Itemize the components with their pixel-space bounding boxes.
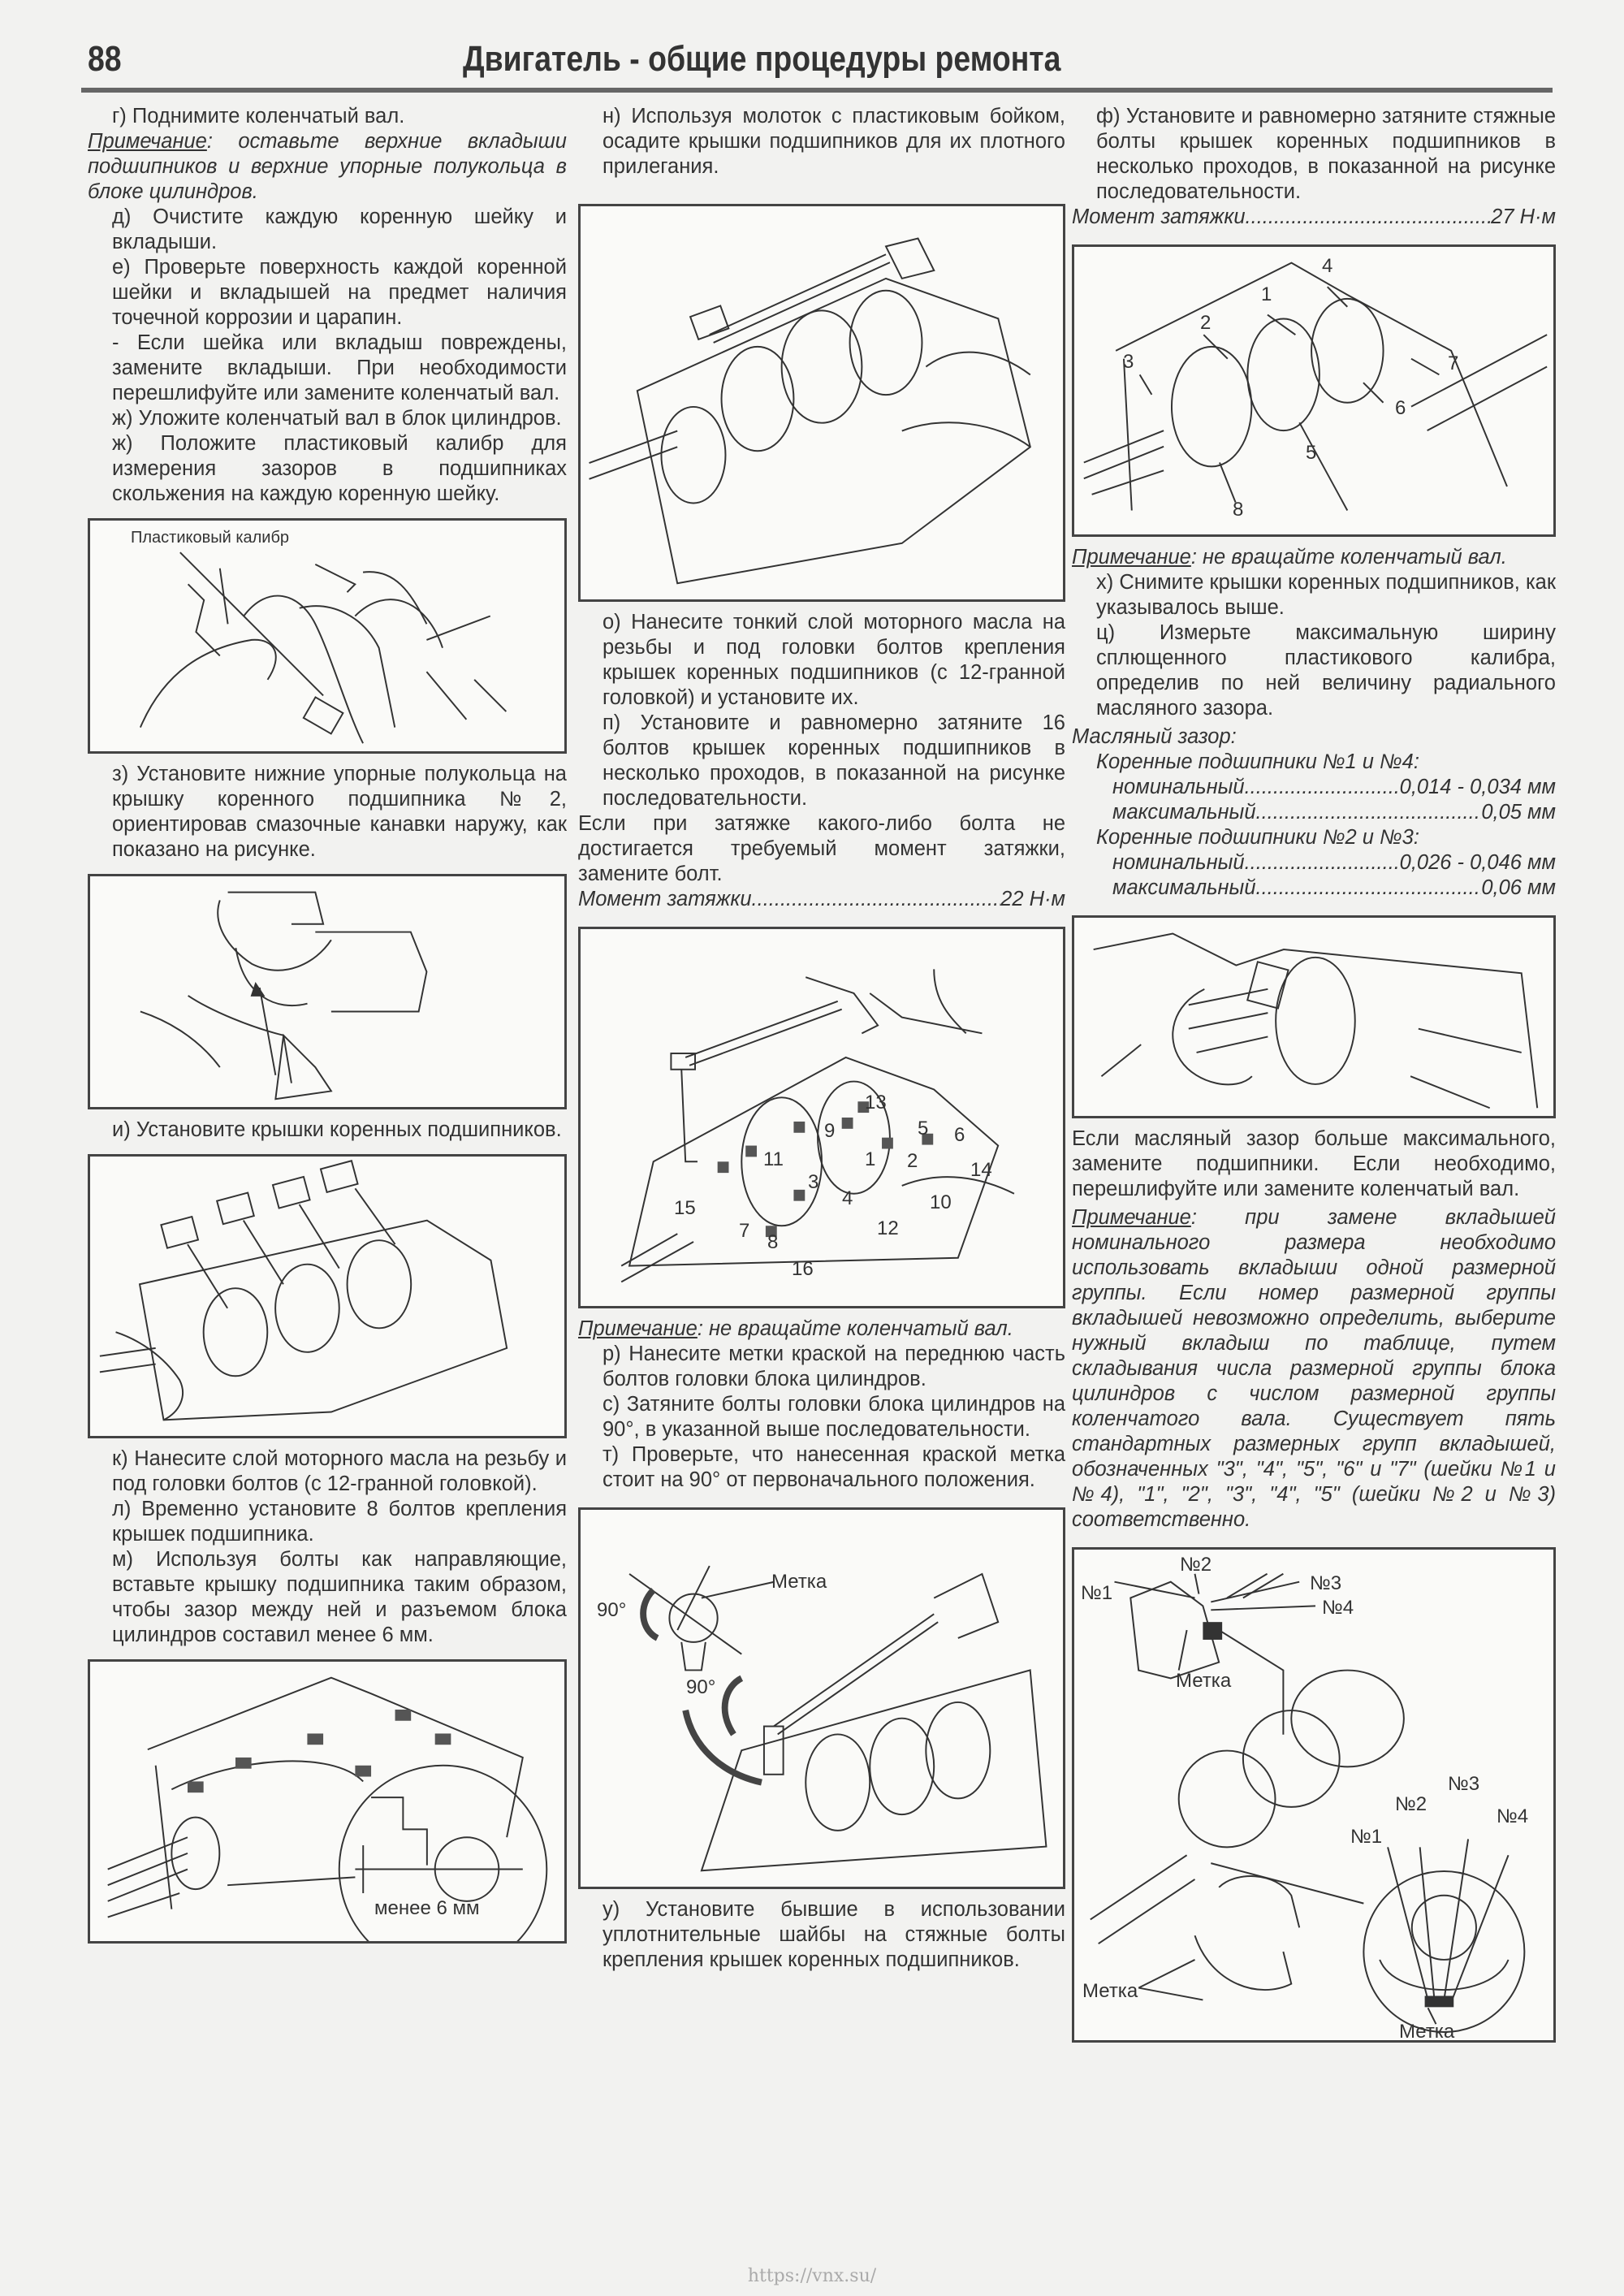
bolt-label-8: 8 <box>1233 499 1244 521</box>
step-r: р) Нанесите метки краской на переднюю часть болтов головки блока цилиндров. <box>603 1343 1065 1390</box>
label-mark-bottom: Метка <box>1399 2021 1455 2043</box>
torque-spec-27 <box>1072 205 1556 230</box>
note-no-rotate-3 <box>1072 545 1556 570</box>
torque-value: 22 Н·м <box>1000 888 1065 910</box>
torque-spec-22 <box>578 887 1065 912</box>
group1-nominal <box>1072 775 1556 800</box>
spec-value: 0,06 мм <box>1481 876 1556 899</box>
bolt-label-1: 1 <box>1261 283 1272 305</box>
tie-bolt-illustration <box>1074 247 1553 534</box>
step-m: м) Используя болты как направляющие, вставьте крышку подшипника таким образом, чтобы зазор между ней и разъемом блока цилиндров составил менее 6 мм. <box>112 1548 567 1646</box>
bolt-label-3: 3 <box>1123 351 1134 373</box>
bolt-replace-note: Если при затяжке какого-либо болта не достигается требуемый момент затяжки, замените болт. <box>578 812 1065 885</box>
header-divider <box>81 88 1553 93</box>
note-label: Примечание <box>1072 1206 1191 1229</box>
label-n4-bottom: №4 <box>1497 1805 1529 1827</box>
note-upper-bearings <box>88 129 567 205</box>
page-number: 88 <box>88 39 122 79</box>
group2-max <box>1072 876 1556 901</box>
bolt-label-7: 7 <box>739 1220 750 1242</box>
bearing-caps-illustration <box>90 1157 564 1436</box>
step-zh2: ж) Положите пластиковый калибр для измерения зазоров в подшипниках скольжения на каждую коренную шейку. <box>112 432 567 505</box>
step-i: и) Установите крышки коренных подшипников. <box>112 1118 562 1141</box>
label-mark: Метка <box>771 1571 827 1593</box>
group2-title: Коренные подшипники №2 и №3: <box>1096 826 1419 849</box>
thrust-washer-illustration <box>90 876 564 1107</box>
bolt-label-13: 13 <box>865 1092 887 1113</box>
step-u: у) Установите бывшие в использовании уплотнительные шайбы на стяжные болты крепления крышек коренных подшипников. <box>603 1898 1065 1971</box>
spec-label: номинальный <box>1112 776 1245 798</box>
figure-bolt-sequence-8 <box>1072 244 1556 537</box>
bolt-label-2: 2 <box>1200 312 1212 334</box>
step-z: з) Установите нижние упорные полукольца на крышку коренного подшипника №2, ориентировав смазочные канавки наружу, как показано на рисунке. <box>112 763 567 861</box>
bolt-label-3: 3 <box>808 1171 819 1193</box>
column-2 <box>578 104 1065 1973</box>
figure-plastigage <box>88 518 567 754</box>
step-d: д) Очистите каждую коренную шейку и вкладыши. <box>112 205 567 253</box>
step-o: о) Нанесите тонкий слой моторного масла на резьбы и под головки болтов крепления крышек коренных подшипников (с 12-гранной головкой) и установите их. <box>603 611 1065 709</box>
hammer-illustration <box>581 206 1063 599</box>
step-e: е) Проверьте поверхность каждой коренной шейки и вкладышей на предмет наличия точечной коррозии и царапин. <box>112 256 567 329</box>
torque-wrench-illustration <box>581 929 1063 1306</box>
bolt-label-4: 4 <box>842 1187 853 1209</box>
bolt-label-2: 2 <box>907 1150 918 1172</box>
figure-angle-tighten <box>578 1507 1065 1889</box>
figure-cap-gap <box>88 1659 567 1944</box>
gap-too-large-note: Если масляный зазор больше максимального, замените подшипники. Если необходимо, перешлифуйте или замените коленчатый вал. <box>1072 1127 1556 1200</box>
page-header <box>81 39 1553 89</box>
oil-gap-title: Масляный зазор: <box>1072 725 1237 748</box>
angle-label-90-a: 90° <box>597 1599 627 1621</box>
note-no-rotate-2 <box>578 1317 1065 1342</box>
step-zh1: ж) Уложите коленчатый вал в блок цилиндров. <box>112 407 562 430</box>
step-s: с) Затяните болты головки блока цилиндров на 90°, в указанной выше последовательности. <box>603 1393 1065 1441</box>
label-n3-bottom: №3 <box>1448 1773 1480 1795</box>
spec-label: максимальный <box>1112 876 1256 899</box>
spec-value: 0,026 - 0,046 мм <box>1399 851 1556 874</box>
note-label: Примечание <box>578 1317 698 1340</box>
step-f: ф) Установите и равномерно затяните стяжные болты крышек коренных подшипников в несколько проходов, в показанной на рисунке последовательности. <box>1096 105 1556 203</box>
label-n1-top: №1 <box>1081 1582 1113 1604</box>
label-plastigage: Пластиковый калибр <box>131 529 290 547</box>
cap-gap-illustration <box>90 1662 564 1941</box>
label-n2-top: №2 <box>1180 1554 1212 1576</box>
figure-bolt-sequence-16 <box>578 927 1065 1308</box>
bolt-label-7: 7 <box>1448 352 1459 374</box>
label-mark-top: Метка <box>1176 1670 1232 1692</box>
figure-thrust-washers <box>88 874 567 1109</box>
figure-bearing-marks <box>1072 1547 1556 2043</box>
figure-bearing-caps <box>88 1154 567 1438</box>
bolt-label-6: 6 <box>1395 397 1406 419</box>
bolt-label-11: 11 <box>763 1148 784 1170</box>
bolt-label-12: 12 <box>877 1217 899 1239</box>
step-n: н) Используя молоток с пластиковым бойком, осадите крышки подшипников для их плотного прилегания. <box>603 105 1065 178</box>
page-title: Двигатель - общие процедуры ремонта <box>463 39 1061 79</box>
step-kh: х) Снимите крышки коренных подшипников, как указывалось выше. <box>1096 571 1556 619</box>
label-less-than-6mm: менее 6 мм <box>374 1897 480 1919</box>
bolt-label-9: 9 <box>824 1120 836 1142</box>
spec-label: номинальный <box>1112 851 1245 874</box>
bolt-label-4: 4 <box>1322 255 1333 277</box>
note-label: Примечание <box>1072 546 1191 569</box>
torque-label: Момент затяжки <box>1072 205 1246 228</box>
note-label: Примечание <box>88 130 207 153</box>
spec-value: 0,014 - 0,034 мм <box>1399 776 1556 798</box>
figure-measure-gap <box>1072 915 1556 1118</box>
bearing-marks-illustration <box>1074 1550 1553 2040</box>
note-text: : не вращайте коленчатый вал. <box>697 1317 1013 1340</box>
bolt-label-10: 10 <box>930 1191 952 1213</box>
plastigage-illustration <box>90 521 564 751</box>
column-3 <box>1072 104 1556 2051</box>
bolt-label-5: 5 <box>1306 442 1317 464</box>
bolt-label-14: 14 <box>970 1159 992 1181</box>
angle-label-90-b: 90° <box>686 1676 716 1698</box>
note-text: : оставьте верхние вкладыши подшипников и верхние упорные полукольца в блоке цилиндров. <box>88 130 567 203</box>
step-e-sub: - Если шейка или вкладыш повреждены, замените вкладыши. При необходимости перешлифуйте или замените коленчатый вал. <box>112 331 567 404</box>
bolt-label-16: 16 <box>792 1258 814 1280</box>
bolt-label-15: 15 <box>674 1197 696 1219</box>
measure-gap-illustration <box>1074 918 1553 1116</box>
angle-tighten-illustration <box>581 1510 1063 1887</box>
group1-title: Коренные подшипники №1 и №4: <box>1096 750 1419 773</box>
label-n1-bottom: №1 <box>1350 1826 1383 1848</box>
step-k: к) Нанесите слой моторного масла на резьбу и под головки болтов (с 12-гранной головкой). <box>112 1447 567 1495</box>
spec-value: 0,05 мм <box>1481 801 1556 824</box>
group2-nominal <box>1072 850 1556 876</box>
note-text: : не вращайте коленчатый вал. <box>1190 546 1507 569</box>
group1-max <box>1072 800 1556 825</box>
bolt-label-5: 5 <box>918 1118 929 1139</box>
figure-hammer <box>578 204 1065 602</box>
step-ts: ц) Измерьте максимальную ширину сплющенного пластикового калибра, определив по ней величину радиального масляного зазора. <box>1096 621 1556 720</box>
spec-label: максимальный <box>1112 801 1256 824</box>
label-n3-top: №3 <box>1310 1572 1342 1594</box>
bolt-label-8: 8 <box>767 1231 779 1253</box>
torque-value: 27 Н·м <box>1491 205 1556 228</box>
step-t: т) Проверьте, что нанесенная краской метка стоит на 90° от первоначального положения. <box>603 1443 1065 1491</box>
note-text: : при замене вкладышей номинального размера необходимо использовать вкладыши одной размерной группы. Если номер размерной группы вкладышей невозможно определить, выберите нужный вкладыш по таблице, путем складывания числа размерной группы блока цилиндров с числом размерной группы коленчатого вала. Существует пять стандартных размерных групп вкладышей, обозначенных "3", "4", "5", "6" и "7" (шейки №1 и №4), "1", "2", "3", "4", "5" (шейки №2 и №3) соответственно. <box>1072 1206 1556 1531</box>
torque-label: Момент затяжки <box>578 888 752 910</box>
label-n4-top: №4 <box>1322 1597 1354 1619</box>
column-1 <box>88 104 567 1952</box>
label-mark-left: Метка <box>1082 1980 1138 2002</box>
step-p: п) Установите и равномерно затяните 16 болтов крышек коренных подшипников в несколько проходов, в показанной на рисунке последовательности. <box>603 711 1065 810</box>
step-l: л) Временно установите 8 болтов крепления крышек подшипника. <box>112 1498 567 1546</box>
bolt-label-1: 1 <box>865 1148 876 1170</box>
label-n2-bottom: №2 <box>1395 1793 1427 1815</box>
footer-url: https://vnx.su/ <box>747 2266 877 2286</box>
bolt-label-6: 6 <box>954 1124 965 1146</box>
step-g: г) Поднимите коленчатый вал. <box>112 105 405 128</box>
note-size-groups <box>1072 1205 1556 1533</box>
